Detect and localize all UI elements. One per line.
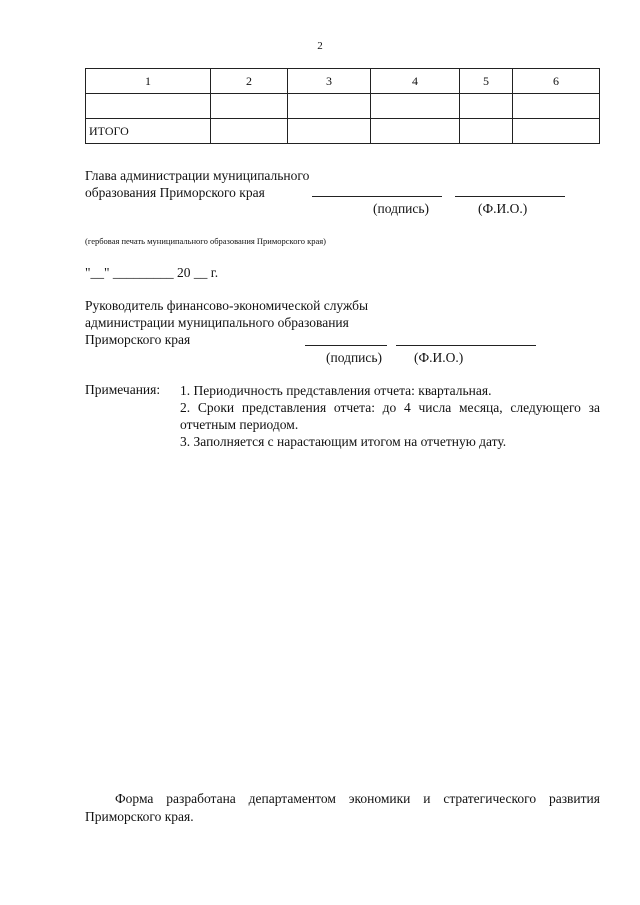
- footer-note: Форма разработана департаментом экономики и стратегического развития Приморского края.: [85, 791, 600, 824]
- table-cell[interactable]: [371, 119, 460, 144]
- table-total-row: [86, 119, 600, 144]
- table-header-row: [86, 69, 600, 94]
- head-name-line[interactable]: [455, 196, 565, 197]
- head-title-line: Глава администрации муниципального: [85, 168, 310, 183]
- finance-signature-line[interactable]: [305, 345, 387, 346]
- head-title: [85, 167, 309, 201]
- date-line: "__" _________ 20 __ г.: [85, 265, 219, 280]
- table-row: [86, 94, 600, 119]
- column-header: 3: [288, 69, 371, 94]
- finance-signature-caption: (подпись): [326, 350, 383, 365]
- table-cell[interactable]: [460, 119, 513, 144]
- head-name-caption: (Ф.И.О.): [478, 201, 528, 216]
- finance-title-line: Приморского края: [85, 332, 191, 347]
- total-label: ИТОГО: [86, 119, 211, 144]
- note-item: 2. Сроки представления отчета: до 4 числа месяца, следующего за отчетным периодом.: [180, 400, 600, 432]
- finance-title-line: администрации муниципального образования: [85, 315, 349, 330]
- table-cell[interactable]: [288, 119, 371, 144]
- notes-list: [180, 382, 600, 450]
- finance-name-line[interactable]: [396, 345, 536, 346]
- head-signature-line[interactable]: [312, 196, 442, 197]
- column-header: 5: [460, 69, 513, 94]
- seal-note: (гербовая печать муниципального образования Приморского края): [85, 236, 326, 246]
- report-table: [85, 68, 600, 144]
- column-header: 4: [371, 69, 460, 94]
- head-title-line: образования Приморского края: [85, 185, 265, 200]
- column-header: 6: [513, 69, 600, 94]
- note-item: 3. Заполняется с нарастающим итогом на отчетную дату.: [180, 434, 507, 449]
- table-cell[interactable]: [211, 119, 288, 144]
- finance-title: [85, 297, 368, 348]
- finance-title-line: Руководитель финансово-экономической службы: [85, 298, 369, 313]
- page-number: 2: [317, 40, 323, 52]
- table-cell[interactable]: [288, 94, 371, 119]
- note-item: 1. Периодичность представления отчета: квартальная.: [180, 383, 492, 398]
- finance-name-caption: (Ф.И.О.): [414, 350, 464, 365]
- table-cell[interactable]: [513, 94, 600, 119]
- head-signature-caption: (подпись): [373, 201, 430, 216]
- table-cell[interactable]: [513, 119, 600, 144]
- table-cell[interactable]: [86, 94, 211, 119]
- table-cell[interactable]: [211, 94, 288, 119]
- table-cell[interactable]: [460, 94, 513, 119]
- table-cell[interactable]: [371, 94, 460, 119]
- column-header: 2: [211, 69, 288, 94]
- column-header: 1: [86, 69, 211, 94]
- notes-label: Примечания:: [85, 382, 161, 397]
